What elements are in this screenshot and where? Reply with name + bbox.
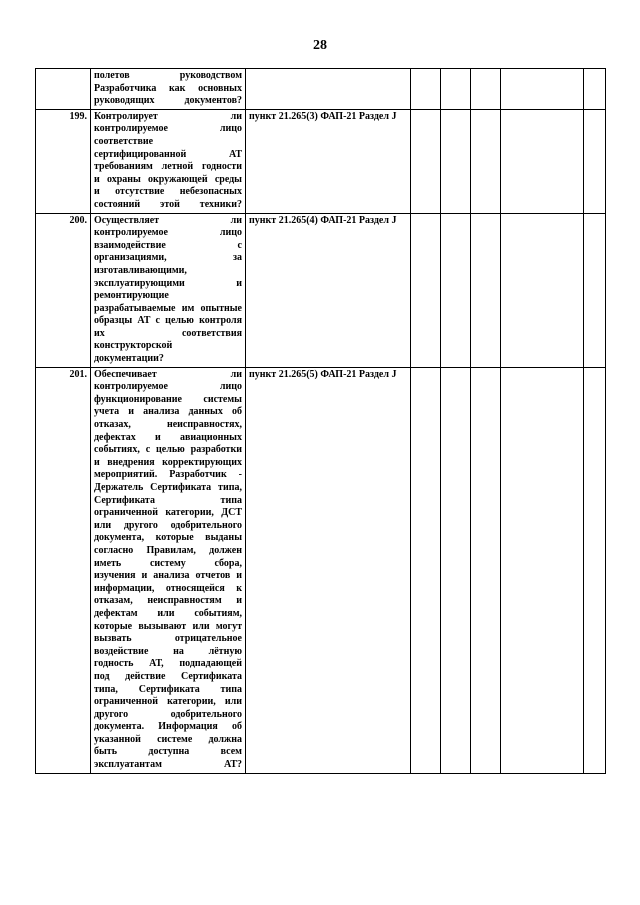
question-line: Обеспечивает ли bbox=[94, 368, 242, 380]
question-line: под действие Сертификата bbox=[94, 670, 242, 682]
question-line: их соответствия bbox=[94, 327, 242, 339]
table-row bbox=[36, 109, 606, 213]
question-line: функционирование системы bbox=[94, 393, 242, 405]
question-line: и внедрения корректирующих bbox=[94, 456, 242, 468]
answer-cell bbox=[411, 109, 441, 213]
answer-cell bbox=[441, 213, 471, 367]
question-line: иметь систему сбора, bbox=[94, 557, 242, 569]
question-cell bbox=[91, 213, 246, 367]
question-line: эксплуатантам АТ? bbox=[94, 759, 242, 771]
answer-cell bbox=[501, 109, 584, 213]
reference-cell bbox=[246, 69, 411, 110]
question-line: требованиям летной годности bbox=[94, 161, 242, 173]
question-line: отказах, неисправностях, bbox=[94, 419, 242, 431]
question-line: типа, Сертификата типа bbox=[94, 683, 242, 695]
question-line: полетов руководством bbox=[94, 70, 242, 81]
question-line: контролируемое лицо bbox=[94, 381, 242, 393]
reference-cell: пункт 21.265(4) ФАП-21 Раздел J bbox=[246, 213, 411, 367]
question-line: состояний этой техники? bbox=[94, 198, 242, 210]
question-line: воздействие на лётную bbox=[94, 645, 242, 657]
table-row bbox=[36, 213, 606, 367]
reference-cell: пункт 21.265(3) ФАП-21 Раздел J bbox=[246, 109, 411, 213]
question-line: вызвать отрицательное bbox=[94, 633, 242, 645]
question-cell bbox=[91, 69, 246, 110]
question-line: документа, которые выданы bbox=[94, 532, 242, 544]
question-line: Разработчика как основных bbox=[94, 82, 242, 94]
row-number: 201. bbox=[36, 367, 91, 773]
answer-cell bbox=[471, 367, 501, 773]
answer-cell bbox=[471, 213, 501, 367]
question-line: изучения и анализа отчетов и bbox=[94, 570, 242, 582]
answer-cell bbox=[411, 69, 441, 110]
answer-cell bbox=[471, 69, 501, 110]
question-line: мероприятий. Разработчик - bbox=[94, 469, 242, 481]
question-line: сертифицированной АТ bbox=[94, 148, 242, 160]
answer-cell bbox=[471, 109, 501, 213]
row-number bbox=[36, 69, 91, 110]
question-line: или другого одобрительного bbox=[94, 519, 242, 531]
answer-cell bbox=[411, 367, 441, 773]
question-cell bbox=[91, 367, 246, 773]
question-line: ремонтирующие bbox=[94, 290, 169, 302]
question-line: информации, относящейся к bbox=[94, 582, 242, 594]
question-line: руководящих документов? bbox=[94, 95, 242, 107]
answer-cell bbox=[501, 367, 584, 773]
question-line: дефектам или событиям, bbox=[94, 607, 242, 619]
question-line: согласно Правилам, должен bbox=[94, 544, 242, 556]
question-line: образцы АТ с целью контроля bbox=[94, 315, 242, 327]
question-line: взаимодействие с bbox=[94, 239, 242, 251]
question-line: учета и анализа данных об bbox=[94, 406, 242, 418]
table-row bbox=[36, 69, 606, 110]
checklist-table bbox=[35, 68, 606, 774]
answer-cell bbox=[441, 69, 471, 110]
question-line: и отсутствие небезопасных bbox=[94, 186, 242, 198]
question-cell bbox=[91, 109, 246, 213]
question-line: изготавливающими, bbox=[94, 264, 187, 276]
answer-cell bbox=[501, 69, 584, 110]
question-line: и охраны окружающей среды bbox=[94, 173, 242, 185]
row-number: 200. bbox=[36, 213, 91, 367]
question-line: разрабатываемые им опытные bbox=[94, 302, 242, 314]
question-line: соответствие bbox=[94, 135, 154, 147]
question-line: документации? bbox=[94, 353, 164, 365]
question-line: документа. Информация об bbox=[94, 721, 242, 733]
question-line: указанной системе должна bbox=[94, 733, 242, 745]
table-row bbox=[36, 367, 606, 773]
table-body bbox=[36, 69, 606, 774]
question-line: контролируемое лицо bbox=[94, 227, 242, 239]
question-line: событиях, с целью разработки bbox=[94, 444, 242, 456]
answer-cell bbox=[441, 109, 471, 213]
question-line: которые вызывают или могут bbox=[94, 620, 242, 632]
answer-cell bbox=[501, 213, 584, 367]
page-number: 28 bbox=[313, 38, 327, 53]
row-number: 199. bbox=[36, 109, 91, 213]
question-line: Осуществляет ли bbox=[94, 214, 242, 226]
question-line: ограниченной категории, ДСТ bbox=[94, 507, 242, 519]
question-line: Сертификата типа bbox=[94, 494, 242, 506]
answer-cell bbox=[584, 213, 606, 367]
question-line: годность АТ, подпадающей bbox=[94, 658, 242, 670]
question-line: Держатель Сертификата типа, bbox=[94, 482, 242, 493]
question-line: Контролирует ли bbox=[94, 110, 242, 122]
answer-cell bbox=[441, 367, 471, 773]
reference-cell: пункт 21.265(5) ФАП-21 Раздел J bbox=[246, 367, 411, 773]
answer-cell bbox=[411, 213, 441, 367]
question-line: организациями, за bbox=[94, 252, 242, 264]
answer-cell bbox=[584, 109, 606, 213]
answer-cell bbox=[584, 69, 606, 110]
question-line: эксплуатирующими и bbox=[94, 277, 242, 289]
question-line: другого одобрительного bbox=[94, 708, 242, 720]
question-line: быть доступна всем bbox=[94, 746, 242, 758]
answer-cell bbox=[584, 367, 606, 773]
question-line: отказам, неисправностям и bbox=[94, 595, 242, 607]
question-line: дефектах и авиационных bbox=[94, 431, 242, 443]
question-line: конструкторской bbox=[94, 340, 173, 352]
question-line: ограниченной категории, или bbox=[94, 696, 242, 708]
question-line: контролируемое лицо bbox=[94, 123, 242, 135]
